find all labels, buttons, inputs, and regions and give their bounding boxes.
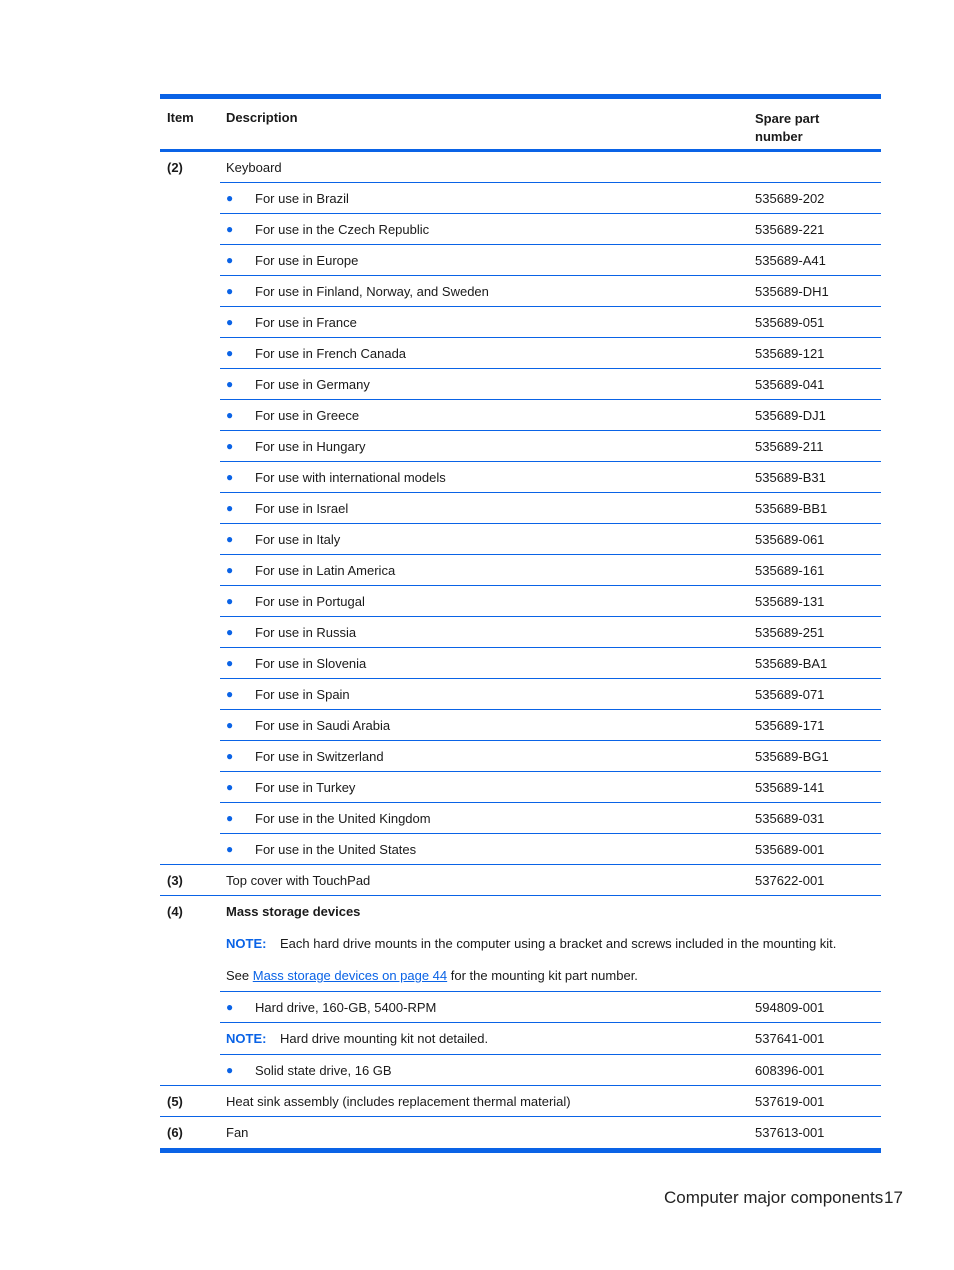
- bullet-icon: ●: [226, 284, 234, 298]
- row-description: Top cover with TouchPad: [226, 873, 371, 888]
- row-description: For use in Brazil: [255, 191, 349, 206]
- header-description: Description: [226, 110, 298, 125]
- table-row: [160, 710, 881, 741]
- row-description: For use in Russia: [255, 625, 357, 640]
- part-number: 537641-001: [755, 1031, 825, 1046]
- part-number: 535689-BG1: [755, 749, 829, 764]
- bullet-icon: ●: [226, 315, 234, 329]
- table-row: [160, 803, 881, 834]
- part-number: 535689-041: [755, 377, 825, 392]
- table-row: [160, 524, 881, 555]
- row-description: For use in Latin America: [255, 563, 396, 578]
- bullet-icon: ●: [226, 532, 234, 546]
- part-number: 537622-001: [755, 873, 825, 888]
- part-number: 535689-B31: [755, 470, 826, 485]
- part-number: 535689-211: [755, 439, 824, 454]
- row-description: For use in the United Kingdom: [255, 811, 431, 826]
- header-spare-part: Spare part number: [755, 111, 820, 144]
- row-description: For use in the Czech Republic: [255, 222, 430, 237]
- bullet-icon: ●: [226, 780, 234, 794]
- item-number: (5): [167, 1094, 183, 1109]
- row-description: For use in Israel: [255, 501, 349, 516]
- table-row: [160, 741, 881, 772]
- bullet-icon: ●: [226, 439, 234, 453]
- row-description: For use in Italy: [255, 532, 341, 547]
- part-number: 535689-251: [755, 625, 825, 640]
- mounting-kit-note-row: [160, 1023, 881, 1055]
- bullet-icon: ●: [226, 408, 234, 422]
- part-number: 594809-001: [755, 1000, 825, 1015]
- table-row: [160, 400, 881, 431]
- row-description: For use in Germany: [255, 377, 370, 392]
- table-header: [160, 99, 881, 152]
- bullet-icon: ●: [226, 563, 234, 577]
- row-description: Fan: [226, 1125, 249, 1140]
- table-row: [160, 462, 881, 493]
- part-number: 537619-001: [755, 1094, 825, 1109]
- heat-sink-row: [160, 1086, 881, 1117]
- parts-table: [160, 94, 881, 1153]
- table-row: [160, 493, 881, 524]
- bullet-icon: ●: [226, 470, 234, 484]
- item-number: (2): [167, 160, 183, 175]
- note-label: NOTE:: [226, 936, 267, 951]
- table-row: [160, 772, 881, 803]
- row-description: For use in Turkey: [255, 780, 356, 795]
- bullet-icon: ●: [226, 656, 234, 670]
- row-description: For use with international models: [255, 470, 446, 485]
- table-row: [160, 214, 881, 245]
- mass-storage-title: Mass storage devices: [226, 904, 361, 919]
- bullet-icon: ●: [226, 811, 234, 825]
- row-description: For use in France: [255, 315, 357, 330]
- bullet-icon: ●: [226, 346, 234, 360]
- bullet-icon: ●: [226, 625, 234, 639]
- part-number: 535689-001: [755, 842, 825, 857]
- mass-storage-row: [160, 896, 881, 992]
- row-description: For use in Greece: [255, 408, 360, 423]
- keyboard-list: [160, 183, 881, 865]
- bullet-icon: ●: [226, 842, 234, 856]
- part-number: 535689-131: [755, 594, 825, 609]
- part-number: 535689-DJ1: [755, 408, 826, 423]
- table-row: [160, 276, 881, 307]
- bullet-icon: ●: [226, 687, 234, 701]
- row-description: For use in Spain: [255, 687, 350, 702]
- item-number: (6): [167, 1125, 183, 1140]
- table-row: [160, 183, 881, 214]
- table-row: [160, 369, 881, 400]
- table-row: [160, 648, 881, 679]
- table-row: [160, 834, 881, 865]
- part-number: 535689-BA1: [755, 656, 828, 671]
- note-text: Each hard drive mounts in the computer using a bracket and screws included in the mounting kit.: [280, 936, 837, 951]
- table-row: [160, 617, 881, 648]
- row-description: For use in Europe: [255, 253, 359, 268]
- part-number: 535689-221: [755, 222, 825, 237]
- row-description: For use in Hungary: [255, 439, 366, 454]
- note-label: NOTE:: [226, 1031, 267, 1046]
- row-description: Hard drive, 160-GB, 5400-RPM: [255, 1000, 437, 1015]
- row-description: For use in Saudi Arabia: [255, 718, 391, 733]
- part-number: 535689-202: [755, 191, 825, 206]
- bullet-icon: ●: [226, 594, 234, 608]
- fan-row: [160, 1117, 881, 1148]
- part-number: 535689-BB1: [755, 501, 828, 516]
- row-description: For use in French Canada: [255, 346, 407, 361]
- bullet-icon: ●: [226, 749, 234, 763]
- table-row: [160, 555, 881, 586]
- part-number: 535689-061: [755, 532, 825, 547]
- row-description: For use in Finland, Norway, and Sweden: [255, 284, 489, 299]
- item-number: (4): [167, 904, 183, 919]
- table-row: [160, 679, 881, 710]
- see-reference: See Mass storage devices on page 44 for the mounting kit part number.: [226, 968, 638, 983]
- table-row: [160, 307, 881, 338]
- table-row: [160, 338, 881, 369]
- bullet-icon: ●: [226, 501, 234, 515]
- part-number: 537613-001: [755, 1125, 825, 1140]
- part-number: 535689-031: [755, 811, 825, 826]
- ssd-row: [160, 1055, 881, 1086]
- part-number: 535689-DH1: [755, 284, 829, 299]
- keyboard-label: Keyboard: [226, 160, 282, 175]
- top-cover-row: [160, 865, 881, 896]
- part-number: 535689-141: [755, 780, 825, 795]
- part-number: 608396-001: [755, 1063, 825, 1078]
- row-description: Heat sink assembly (includes replacement thermal material): [226, 1094, 571, 1109]
- page-number: 17: [884, 1188, 903, 1207]
- part-number: 535689-161: [755, 563, 825, 578]
- mass-storage-link[interactable]: Mass storage devices on page 44: [252, 968, 448, 983]
- keyboard-row: [160, 152, 881, 183]
- bullet-icon: ●: [226, 1063, 234, 1077]
- bullet-icon: ●: [226, 377, 234, 391]
- bullet-icon: ●: [226, 222, 234, 236]
- part-number: 535689-A41: [755, 253, 826, 268]
- note-text: Hard drive mounting kit not detailed.: [280, 1031, 489, 1046]
- header-item: Item: [167, 110, 194, 125]
- table-row: [160, 586, 881, 617]
- bullet-icon: ●: [226, 191, 234, 205]
- hard-drive-row: [160, 992, 881, 1023]
- row-description: For use in Portugal: [255, 594, 365, 609]
- part-number: 535689-051: [755, 315, 825, 330]
- row-description: For use in Slovenia: [255, 656, 367, 671]
- table-row: [160, 431, 881, 462]
- footer-section-title: Computer major components: [664, 1188, 884, 1207]
- row-description: For use in the United States: [255, 842, 417, 857]
- part-number: 535689-121: [755, 346, 825, 361]
- bullet-icon: ●: [226, 253, 234, 267]
- part-number: 535689-171: [755, 718, 825, 733]
- bullet-icon: ●: [226, 1000, 234, 1014]
- table-bottom-rule: [160, 1148, 881, 1153]
- part-number: 535689-071: [755, 687, 825, 702]
- bullet-icon: ●: [226, 718, 234, 732]
- row-description: Solid state drive, 16 GB: [255, 1063, 392, 1078]
- table-row: [160, 245, 881, 276]
- row-description: For use in Switzerland: [255, 749, 384, 764]
- item-number: (3): [167, 873, 183, 888]
